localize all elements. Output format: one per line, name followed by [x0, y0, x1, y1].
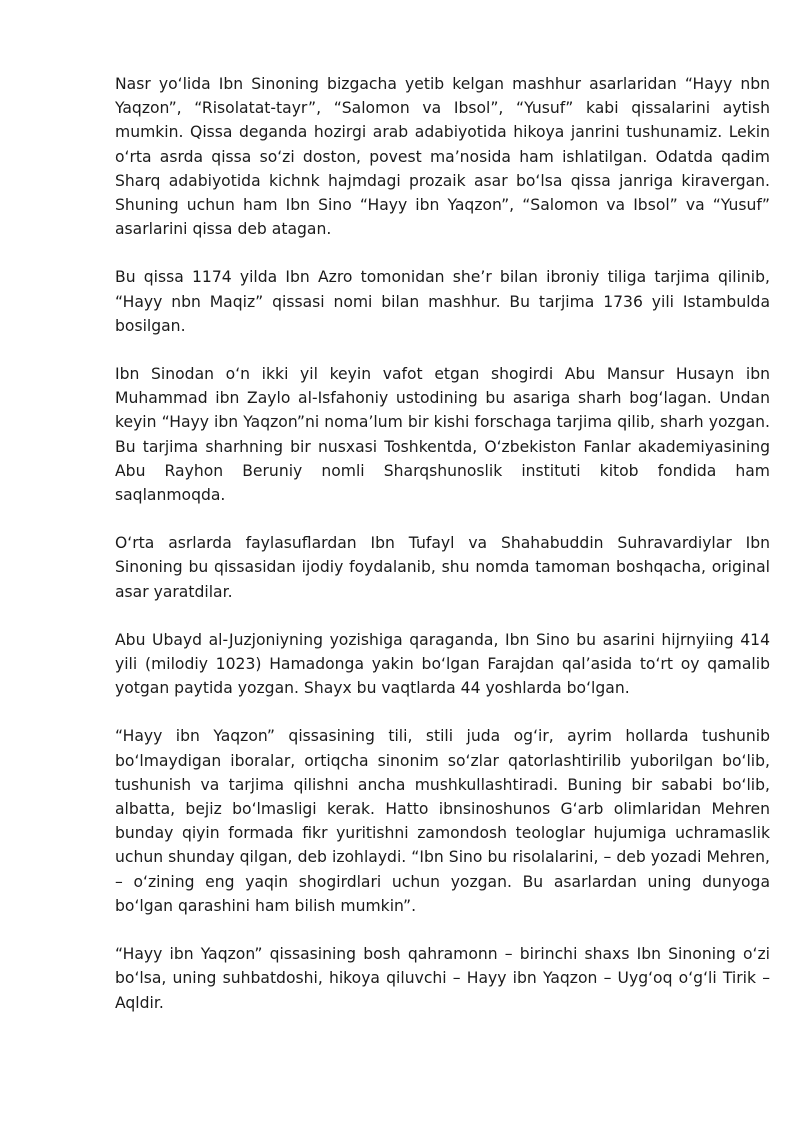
paragraph: “Hayy ibn Yaqzon” qissasining tili, stili juda og‘ir, ayrim hollarda tushunib bo‘lmaydigan iboralar, ortiqcha sinonim so‘zlar qatorlashtirilib yuborilgan bo‘lib, tushunish va tarjima qilishni ancha mushkullashtiradi. Buning bir sababi bo‘lib, albatta, bejiz bo‘lmasligi kerak. Hatto ibnsinoshunos G‘arb olimlaridan Mehren bunday qiyin formada fikr yuritishni zamondosh teologlar hujumiga uchramaslik uchun shunday qilgan, deb izohlaydi. “Ibn Sino bu risolalarini, – deb yozadi Mehren, – o‘zining eng yaqin shogirdlari uchun yozgan. Bu asarlardan uning dunyoga bo‘lgan qarashini ham bilish mumkin”.: [115, 727, 770, 915]
paragraph: Bu qissa 1174 yilda Ibn Azro tomonidan she’r bilan ibroniy tiliga tarjima qilinib, “Hayy nbn Maqiz” qissasi nomi bilan mashhur. Bu tarjima 1736 yili Istambulda bosilgan.: [115, 268, 770, 335]
paragraph: Nasr yo‘lida Ibn Sinoning bizgacha yetib kelgan mashhur asarlaridan “Hayy nbn Yaqzon”, “Risolatat-tayr”, “Salomon va Ibsol”, “Yusuf” kabi qissalarini aytish mumkin. Qissa deganda hozirgi arab adabiyotida hikoya janrini tushunamiz. Lekin o‘rta asrda qissa so‘zi doston, povest ma’nosida ham ishlatilgan. Odatda qadim Sharq adabiyotida kichnk hajmdagi prozaik asar bo‘lsa qissa janriga kiravergan. Shuning uchun ham Ibn Sino “Hayy ibn Yaqzon”, “Salomon va Ibsol” va “Yusuf” asarlarini qissa deb atagan.: [115, 75, 770, 239]
document-page: [115, 72, 770, 1015]
paragraph: O‘rta asrlarda faylasuflardan Ibn Tufayl va Shahabuddin Suhravardiylar Ibn Sinoning bu qissasidan ijodiy foydalanib, shu nomda tamoman boshqacha, original asar yaratdilar.: [115, 534, 770, 601]
paragraph: Abu Ubayd al-Juzjoniyning yozishiga qaraganda, Ibn Sino bu asarini hijrnyiing 414 yili (milodiy 1023) Hamadonga yakin bo‘lgan Farajdan qal’asida to‘rt oy qamalib yotgan paytida yozgan. Shayx bu vaqtlarda 44 yoshlarda bo‘lgan.: [115, 630, 770, 698]
paragraph: “Hayy ibn Yaqzon” qissasining bosh qahramonn – birinchi shaxs Ibn Sinoning o‘zi bo‘lsa, uning suhbatdoshi, hikoya qiluvchi – Hayy ibn Yaqzon – Uyg‘oq o‘g‘li Tirik – Aqldir.: [115, 945, 770, 1012]
paragraph: Ibn Sinodan o‘n ikki yil keyin vafot etgan shogirdi Abu Mansur Husayn ibn Muhammad ibn Zaylo al-Isfahoniy ustodining bu asariga sharh bog‘lagan. Undan keyin “Hayy ibn Yaqzon”ni noma’lum bir kishi forschaga tarjima qilib, sharh yozgan. Bu tarjima sharhning bir nusxasi Toshkentda, O‘zbekiston Fanlar akademiyasining Abu Rayhon Beruniy nomli Sharqshunoslik instituti kitob fondida ham saqlanmoqda.: [115, 365, 770, 505]
